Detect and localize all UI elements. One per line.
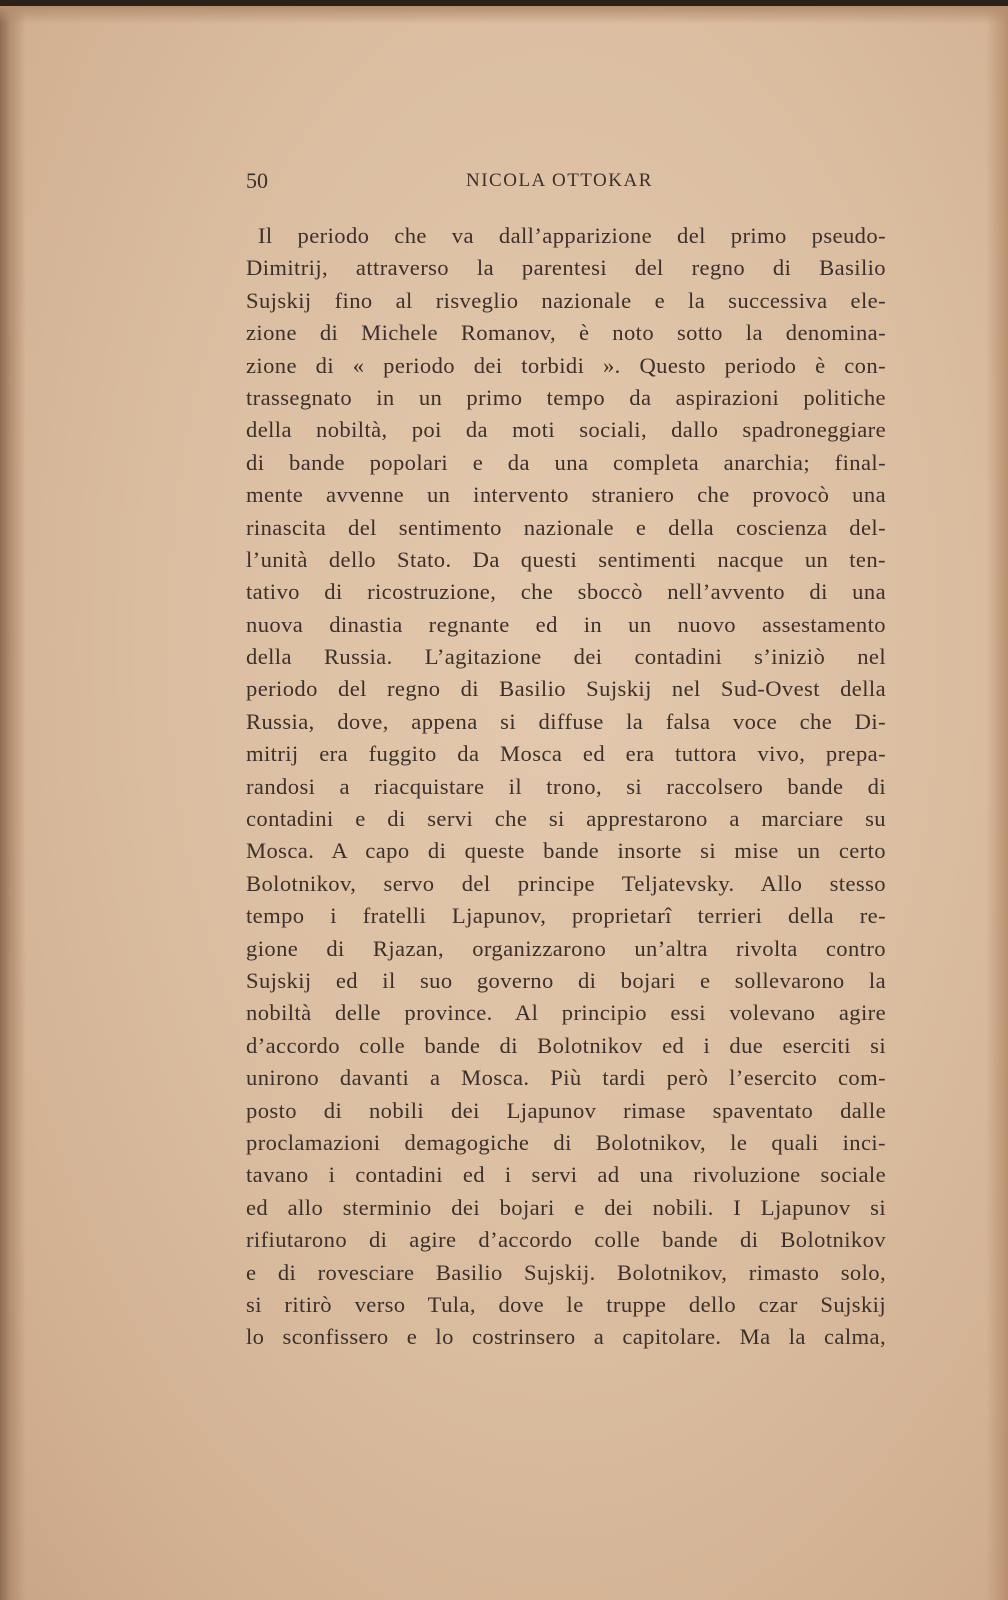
text-line: posto di nobili dei Ljapunov rimase spaventato dalle [246,1097,886,1123]
text-line: d’accordo colle bande di Bolotnikov ed i due eserciti si [246,1032,886,1058]
body-text [246,220,886,1354]
text-line: periodo del regno di Basilio Sujskij nel Sud-Ovest della [246,676,886,702]
text-line: mitrij era fuggito da Mosca ed era tuttora vivo, prepa- [246,741,886,767]
text-line: di bande popolari e da una completa anarchia; final- [246,449,886,475]
text-line: unirono davanti a Mosca. Più tardi però l’esercito com- [246,1065,886,1091]
text-line: Dimitrij, attraverso la parentesi del regno di Basilio [246,255,886,281]
text-line: lo sconfissero e lo costrinsero a capitolare. Ma la calma, [246,1324,886,1350]
text-line: mente avvenne un intervento straniero che provocò una [246,482,886,508]
text-line: gione di Rjazan, organizzarono un’altra rivolta contro [246,935,886,961]
text-line: della nobiltà, poi da moti sociali, dallo spadroneggiare [246,417,886,443]
text-line: rifiutarono di agire d’accordo colle bande di Bolotnikov [246,1227,886,1253]
page-edge-right [986,6,1008,1600]
text-line: nobiltà delle province. Al principio essi volevano agire [246,1000,886,1026]
text-line: l’unità dello Stato. Da questi sentimenti nacque un ten- [246,546,886,572]
text-line: Sujskij fino al risveglio nazionale e la successiva ele- [246,287,886,313]
running-head [246,168,886,198]
text-line: proclamazioni demagogiche di Bolotnikov, le quali inci- [246,1129,886,1155]
text-line: Mosca. A capo di queste bande insorte si mise un certo [246,838,886,864]
text-line: tativo di ricostruzione, che sboccò nell’avvento di una [246,579,886,605]
text-line: contadini e di servi che si apprestarono a marciare su [246,806,886,832]
text-line: rinascita del sentimento nazionale e della coscienza del- [246,514,886,540]
text-line: Bolotnikov, servo del principe Teljatevsky. Allo stesso [246,870,886,896]
text-line: della Russia. L’agitazione dei contadini s’iniziò nel [246,644,886,670]
text-line: tavano i contadini ed i servi ad una rivoluzione sociale [246,1162,886,1188]
text-line: Sujskij ed il suo governo di bojari e sollevarono la [246,967,886,993]
text-line: tempo i fratelli Ljapunov, proprietarî terrieri della re- [246,903,886,929]
book-page [0,6,1008,1600]
text-line: e di rovesciare Basilio Sujskij. Bolotnikov, rimasto solo, [246,1259,886,1285]
page-edge-top [0,6,1008,24]
text-line: trassegnato in un primo tempo da aspirazioni politiche [246,384,886,410]
text-line: zione di Michele Romanov, è noto sotto la denomina- [246,320,886,346]
text-line: Il periodo che va dall’apparizione del primo pseudo- [258,223,886,248]
text-line: ed allo sterminio dei bojari e dei nobili. I Ljapunov si [246,1194,886,1220]
text-line: Russia, dove, appena si diffuse la falsa voce che Di- [246,708,886,734]
running-title: NICOLA OTTOKAR [466,170,653,191]
text-line: zione di « periodo dei torbidi ». Questo periodo è con- [246,352,886,378]
text-line: randosi a riacquistare il trono, si raccolsero bande di [246,773,886,799]
text-line: nuova dinastia regnante ed in un nuovo assestamento [246,611,886,637]
spine-shadow [0,6,26,1600]
text-line: si ritirò verso Tula, dove le truppe dello czar Sujskij [246,1291,886,1317]
page-number: 50 [246,168,268,193]
